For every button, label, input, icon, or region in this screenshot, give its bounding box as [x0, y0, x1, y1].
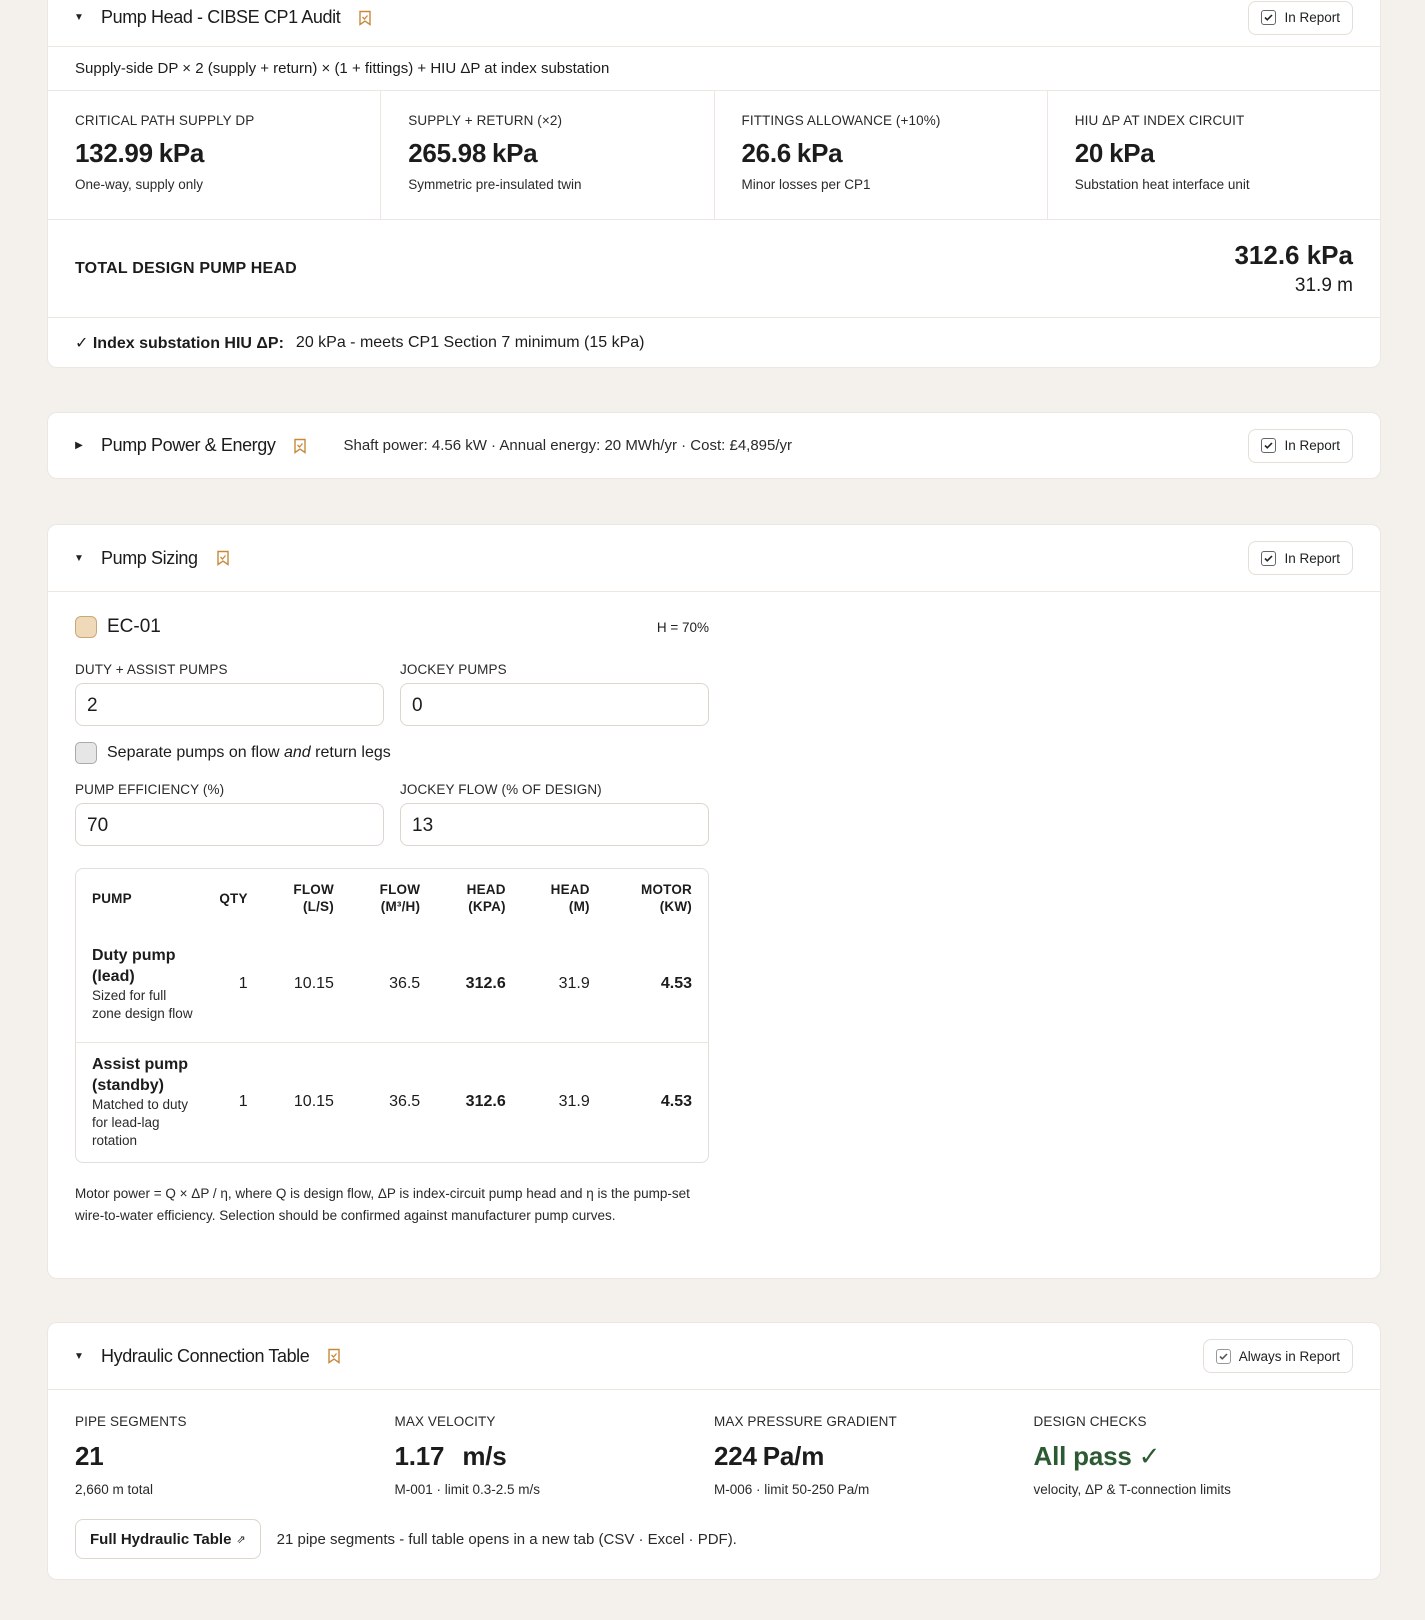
- row-desc: Matched to duty for lead-lag rotation: [92, 1097, 189, 1149]
- field-label: JOCKEY PUMPS: [400, 662, 507, 677]
- stat-sub: Symmetric pre-insulated twin: [408, 177, 582, 192]
- stat-sub: velocity, ΔP & T-connection limits: [1033, 1482, 1231, 1497]
- total-m: 31.9 m: [1294, 275, 1353, 296]
- table-header-row: [76, 869, 708, 927]
- pump-cell: [76, 1042, 196, 1162]
- bookmark-icon[interactable]: [293, 438, 307, 454]
- pump-id-row: [75, 614, 709, 640]
- formula: Supply-side DP × 2 (supply + return) × (1 + fittings) + HIU ΔP at index substation: [48, 47, 1380, 91]
- separate-pumps-option[interactable]: [75, 742, 709, 764]
- efficiency-fields: [75, 782, 709, 846]
- check-text: 20 kPa - meets CP1 Section 7 minimum (15 kPa): [295, 334, 645, 351]
- stat-sub: 2,660 m total: [75, 1482, 154, 1497]
- in-report-toggle[interactable]: [1248, 429, 1353, 463]
- power-summary: Shaft power: 4.56 kW · Annual energy: 20 MWh/yr · Cost: £4,895/yr: [343, 437, 793, 454]
- head-m-cell: 31.9: [558, 1093, 590, 1111]
- qty-cell: 1: [238, 1093, 248, 1111]
- head-kpa-cell: 312.6: [465, 1093, 506, 1111]
- stat-value: 265.98 kPa: [408, 138, 538, 168]
- checkbox-checked-icon[interactable]: [1261, 10, 1276, 25]
- in-report-label: In Report: [1284, 10, 1340, 25]
- pump-color-swatch[interactable]: [75, 616, 97, 638]
- row-name: Assist pump (standby): [92, 1056, 189, 1095]
- stat-value: 20 kPa: [1074, 138, 1155, 168]
- pump-id-label: EC-01: [107, 616, 161, 637]
- always-in-report-toggle[interactable]: [1203, 1339, 1353, 1373]
- in-report-toggle[interactable]: [1248, 1, 1353, 35]
- separate-pumps-label: Separate pumps on flow and return legs: [107, 744, 391, 761]
- pump-power-header[interactable]: [48, 413, 1380, 478]
- bookmark-icon[interactable]: [358, 10, 372, 26]
- total-kpa: 312.6 kPa: [1234, 240, 1353, 270]
- jockey-pumps-input[interactable]: [400, 683, 709, 726]
- head-kpa-cell: 312.6: [465, 975, 506, 993]
- field-label: JOCKEY FLOW (% OF DESIGN): [400, 782, 602, 797]
- total-values: [1234, 240, 1353, 297]
- stat-max-pressure-gradient: [714, 1414, 1034, 1497]
- hydraulic-footer: [48, 1497, 1380, 1581]
- pump-cell: [76, 927, 196, 1042]
- stat-label: HIU ΔP AT INDEX CIRCUIT: [1074, 113, 1245, 128]
- pump-sizing-card: [47, 524, 1381, 1279]
- hydraulic-header[interactable]: [48, 1323, 1380, 1390]
- pump-id: [75, 616, 161, 638]
- stat-supply-return: [381, 91, 714, 219]
- stat-pipe-segments: [75, 1414, 395, 1497]
- stat-sub: Minor losses per CP1: [741, 177, 871, 192]
- checkbox-checked-icon[interactable]: [1261, 438, 1276, 453]
- section-title: Hydraulic Connection Table: [101, 1345, 310, 1366]
- flow-m3h-cell: 36.5: [389, 975, 421, 993]
- qty-cell: 1: [238, 975, 248, 993]
- stat-fittings: [715, 91, 1048, 219]
- in-report-label: In Report: [1284, 550, 1340, 566]
- jockey-flow-input[interactable]: [400, 803, 709, 846]
- in-report-toggle[interactable]: [1248, 541, 1353, 575]
- total-label: TOTAL DESIGN PUMP HEAD: [75, 259, 297, 277]
- stat-value: 1.17 m/s: [394, 1441, 507, 1471]
- efficiency-tag: H = 70%: [656, 619, 709, 635]
- stat-label: FITTINGS ALLOWANCE (+10%): [741, 113, 941, 128]
- stat-label: SUPPLY + RETURN (×2): [408, 113, 563, 128]
- design-checks-status: All pass ✓: [1033, 1441, 1161, 1471]
- stat-label: PIPE SEGMENTS: [75, 1414, 187, 1429]
- external-link-icon: ⇗: [236, 1533, 246, 1546]
- pump-head-card: [47, 0, 1381, 368]
- stat-value: 21: [75, 1441, 104, 1471]
- chevron-down-icon[interactable]: ▼: [74, 12, 84, 23]
- hydraulic-stats: [48, 1390, 1380, 1497]
- checkbox-checked-icon[interactable]: [1261, 551, 1276, 566]
- stat-sub: One-way, supply only: [75, 177, 204, 192]
- button-label: Full Hydraulic Table: [90, 1530, 232, 1548]
- jockey-pumps-field: [400, 662, 709, 726]
- stat-sub: M-001 · limit 0.3-2.5 m/s: [394, 1482, 541, 1497]
- separate-pumps-checkbox[interactable]: [75, 742, 97, 764]
- section-title: Pump Power & Energy: [101, 435, 276, 455]
- stat-critical-path: [48, 91, 381, 219]
- field-label: PUMP EFFICIENCY (%): [75, 782, 225, 797]
- section-title: Pump Sizing: [101, 547, 198, 568]
- stat-sub: Substation heat interface unit: [1074, 177, 1250, 192]
- stat-label: MAX PRESSURE GRADIENT: [714, 1414, 897, 1429]
- table-row: [76, 927, 708, 1042]
- pump-sizing-body: [48, 592, 736, 1249]
- chevron-down-icon[interactable]: ▼: [74, 552, 84, 564]
- pump-count-fields: [75, 662, 709, 726]
- stat-sub: M-006 · limit 50-250 Pa/m: [714, 1482, 870, 1497]
- bookmark-icon[interactable]: [216, 550, 230, 566]
- pump-efficiency-input[interactable]: [75, 803, 384, 846]
- col-head-m: HEAD (M): [550, 882, 590, 914]
- flow-m3h-cell: 36.5: [389, 1093, 421, 1111]
- pump-table: [75, 868, 709, 1163]
- stat-max-velocity: [395, 1414, 715, 1497]
- row-name: Duty pump (lead): [92, 947, 176, 986]
- duty-assist-field: [75, 662, 384, 726]
- col-flow-m3h: FLOW (M³/H): [379, 882, 421, 914]
- col-pump: PUMP: [92, 890, 132, 906]
- footer-text: 21 pipe segments - full table opens in a new tab (CSV · Excel · PDF).: [276, 1530, 737, 1548]
- col-head-kpa: HEAD (KPA): [466, 882, 506, 914]
- field-label: DUTY + ASSIST PUMPS: [75, 662, 228, 677]
- stat-value: 224 Pa/m: [714, 1441, 825, 1471]
- stat-label: DESIGN CHECKS: [1033, 1414, 1147, 1429]
- row-desc: Sized for full zone design flow: [92, 988, 193, 1022]
- section-title: Pump Head - CIBSE CP1 Audit: [101, 7, 341, 27]
- stat-hiu: [1048, 91, 1380, 219]
- hydraulic-card: [47, 1322, 1381, 1580]
- pump-efficiency-field: [75, 782, 384, 846]
- always-in-report-label: Always in Report: [1238, 1348, 1340, 1364]
- motor-kw-cell: 4.53: [660, 1093, 692, 1111]
- chevron-right-icon[interactable]: ▶: [75, 440, 83, 451]
- flow-ls-cell: 10.15: [293, 1093, 334, 1111]
- pump-head-header[interactable]: [48, 0, 1380, 47]
- check-label: ✓ Index substation HIU ΔP:: [75, 335, 284, 352]
- stat-label: CRITICAL PATH SUPPLY DP: [75, 113, 255, 128]
- flow-ls-cell: 10.15: [293, 975, 334, 993]
- table-row: [76, 1042, 708, 1162]
- checkbox-checked-icon[interactable]: [1216, 1349, 1231, 1364]
- col-motor-kw: MOTOR (KW): [641, 882, 692, 914]
- stat-label: MAX VELOCITY: [394, 1414, 496, 1429]
- col-qty: QTY: [219, 890, 248, 906]
- stat-value: 26.6 kPa: [741, 138, 843, 168]
- motor-kw-cell: 4.53: [660, 975, 692, 993]
- motor-power-note: Motor power = Q × ΔP / η, where Q is design flow, ΔP is index-circuit pump head and η is the pump-set wire-to-water efficiency. Selection should be confirmed against manufacturer pump curves.: [75, 1186, 690, 1223]
- total-pump-head-row: [48, 220, 1380, 318]
- jockey-flow-field: [400, 782, 709, 846]
- in-report-label: In Report: [1284, 438, 1340, 453]
- bookmark-icon[interactable]: [327, 1348, 341, 1364]
- pump-sizing-header[interactable]: [48, 525, 1380, 592]
- pump-power-card: [47, 412, 1381, 479]
- head-m-cell: 31.9: [558, 975, 590, 993]
- stat-value: 132.99 kPa: [75, 138, 205, 168]
- stat-row: [48, 91, 1380, 220]
- chevron-down-icon[interactable]: ▼: [74, 1350, 84, 1362]
- full-hydraulic-table-button[interactable]: [75, 1519, 261, 1559]
- stat-design-checks: [1034, 1414, 1354, 1497]
- hiu-check-row: [48, 318, 1380, 368]
- duty-assist-input[interactable]: [75, 683, 384, 726]
- col-flow-ls: FLOW (L/S): [293, 882, 334, 914]
